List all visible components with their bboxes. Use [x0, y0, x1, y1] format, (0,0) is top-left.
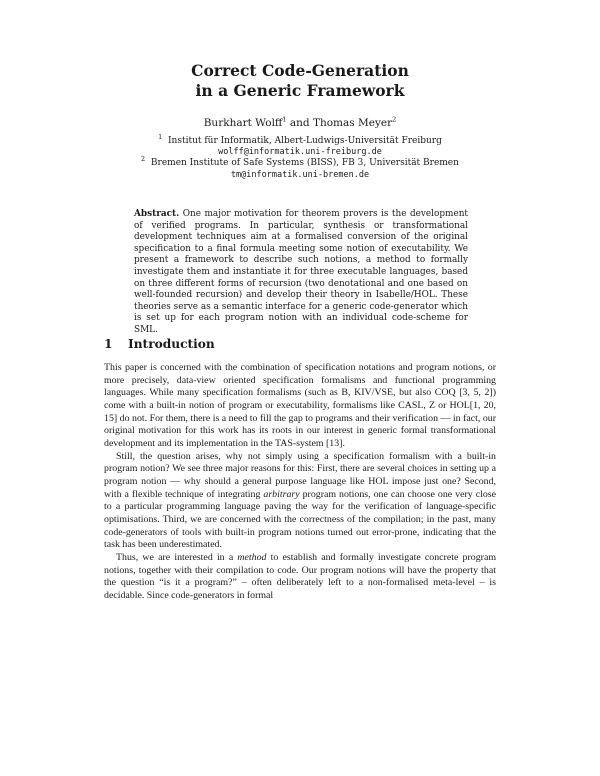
paper-title: [0, 61, 600, 101]
paragraph-2-emphasis: arbitrary: [263, 488, 300, 500]
abstract-label: Abstract.: [134, 209, 180, 219]
abstract-text: One major motivation for theorem provers is the development of verified programs. In particular, synthesis or transformational development techniques aim at a formalised conversion of the original specification to a final formula meeting some notion of executability. We present a framework to describe such notions, a method to formally investigate them and instantiate it for three executable languages, based on three different forms of recursion (two denotational and one based on well-founded recursion) and develop their theory in Isabelle/HOL. These theories serve as a semantic interface for a generic code-generator which is set up for each program notion with an individual code-scheme for SML.: [134, 209, 468, 335]
affiliation-1-text: Institut für Informatik, Albert-Ludwigs-Universität Freiburg: [167, 136, 442, 146]
body-text: [104, 362, 496, 602]
affiliation-1-mark: 1: [158, 133, 163, 141]
title-line-1: Correct Code-Generation: [191, 61, 409, 80]
affiliation-1: [0, 133, 600, 147]
affiliations: [0, 133, 600, 181]
paragraph-2-part-b: program notions, one can choose one very close to a particular programming language paving the way for the verification of language-specific optimisations. Third, we are concerned with the correctness of the compilation; in the past, many code-generators of tools with built-in program notions turned out error-prone, indicating that the task has been underestimated.: [104, 488, 496, 551]
author-1: Burkhart Wolff: [203, 117, 283, 129]
affiliation-2-email[interactable]: tm@informatik.uni-bremen.de: [230, 169, 370, 180]
author-1-mark: 1: [282, 115, 287, 124]
paragraph-3-part-b: to establish and formally investigate concrete program notions, together with their compilation to code. Our program notions will have the property that the question “is it a program?” – often deliberately left to a non-formalised meta-level – is decidable. Since code-generators in formal: [104, 551, 497, 601]
section-heading: [104, 337, 215, 351]
abstract: [134, 209, 468, 337]
affiliation-2-text: Bremen Institute of Safe Systems (BISS), FB 3, Universität Bremen: [150, 158, 459, 169]
author-line: [0, 117, 600, 129]
author-2: and Thomas Meyer: [286, 117, 393, 129]
section-number: 1: [104, 337, 113, 351]
paragraph-2: [104, 451, 496, 552]
paragraph-2-part-a: Still, the question arises, why not simply using a specification formalism with a built-in program notion? We see three major reasons for this: First, there are several choices in setting up a program notion — why should a general purpose language like HOL impose just one? Second, with a flexible technique of integrating: [104, 450, 496, 500]
paragraph-1: This paper is concerned with the combination of specification notations and program notions, or more precisely, data-view oriented specification formalisms and functional programming languages. While many specification formalisms (such as B, KIV/VSE, but also COQ [3, 5, 2]) come with a built-in notion of program or executability, formalisms like CASL, Z or HOL[1, 20, 15] do not. For them, there is a need to fill the gap to programs and their verification — in fact, our original motivation for this work has its roots in our interest in generic formal transformational development and its implementation in the TAS-system [13].: [104, 362, 496, 449]
paragraph-3: [104, 552, 496, 603]
author-2-mark: 2: [392, 115, 397, 124]
paragraph-3-part-a: Thus, we are interested in a: [116, 551, 238, 563]
affiliation-2: [0, 155, 600, 169]
title-line-2: in a Generic Framework: [195, 81, 405, 100]
section-title: Introduction: [128, 337, 215, 351]
affiliation-1-email[interactable]: wolff@informatik.uni-freiburg.de: [218, 147, 382, 158]
affiliation-2-mark: 2: [141, 155, 146, 164]
paragraph-3-emphasis: method: [237, 551, 267, 563]
